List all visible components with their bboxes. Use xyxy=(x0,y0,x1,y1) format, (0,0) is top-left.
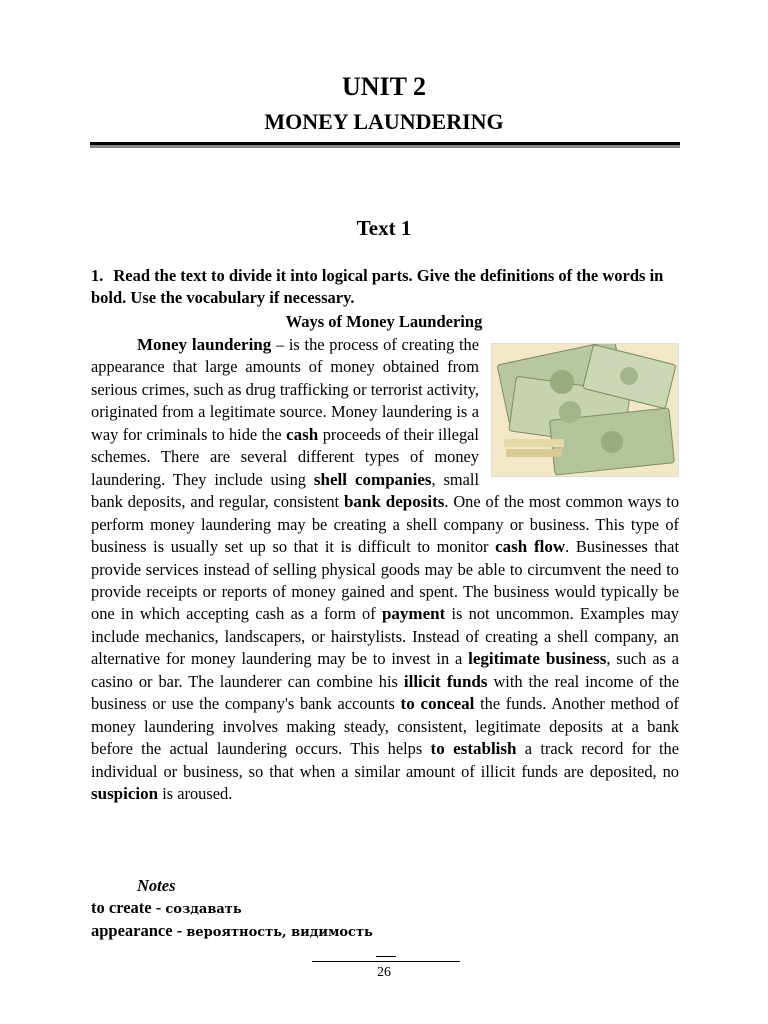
body-segment: , small bank deposits, and regular, consistent xyxy=(91,469,479,512)
unit-subtitle: MONEY LAUNDERING xyxy=(264,109,504,134)
body-segment: – is the process of creating the appearance that large amounts of money obtained from serious crimes, such as drug trafficking or terrorist activity, originated from a legitimate source. Money laundering is a way for criminals to hide the xyxy=(91,335,479,444)
bold-term: to conceal xyxy=(400,694,475,714)
body-segment: proceeds of their illegal schemes. There are several different types of money laundering. They include using xyxy=(91,424,479,489)
article-body xyxy=(91,334,679,806)
bold-term: illicit funds xyxy=(403,671,488,691)
body-segment: . One of the most common ways to perform money laundering may be creating a shell company or business. This type of business is usually set up so that it is difficult to monitor xyxy=(91,492,680,557)
money-stack-icon xyxy=(491,343,679,477)
note-translation: создавать xyxy=(165,902,242,917)
bold-term: to establish xyxy=(430,739,517,759)
body-segment: , such as a casino or bar. The launderer can combine his xyxy=(91,649,679,691)
bold-term: payment xyxy=(381,604,446,624)
footer-divider xyxy=(312,961,460,962)
bold-term: bank deposits xyxy=(343,492,445,512)
note-translation: вероятность, видимость xyxy=(186,925,373,940)
bold-term: suspicion xyxy=(91,784,159,804)
task-instruction xyxy=(91,265,679,310)
body-segment: . Businesses that provide services instead of selling physical goods may be able to circumvent the need to provide receipts or reports of money gained and spent. The business would typically be one in which accepting cash as a form of xyxy=(91,537,679,624)
bold-term: cash flow xyxy=(495,537,566,557)
note-term: to create - xyxy=(91,898,162,917)
note-item xyxy=(91,920,373,944)
body-segment: a track record for the individual or business, so that when a similar amount of illicit funds are deposited, no xyxy=(91,739,680,781)
notes-heading: Notes xyxy=(137,876,176,895)
bold-term: Money laundering xyxy=(137,335,272,354)
note-item xyxy=(91,897,242,921)
page-number: 26 xyxy=(377,965,391,980)
bold-term: cash xyxy=(286,424,319,444)
task-number: 1. xyxy=(91,266,104,285)
task-text: Read the text to divide it into logical parts. Give the definitions of the words in bold. Use the vocabulary if necessary. xyxy=(91,266,664,308)
unit-title: UNIT 2 xyxy=(341,72,427,101)
article-title xyxy=(0,311,768,333)
article-title-text: Ways of Money Laundering xyxy=(285,312,483,331)
body-segment: the funds. Another method of money laundering involves making steady, consistent, legitimate deposits at a bank before the actual laundering occurs. This helps xyxy=(91,694,679,759)
title-divider xyxy=(90,142,680,145)
bold-term: legitimate business xyxy=(468,649,607,669)
body-segment: is aroused. xyxy=(158,784,233,804)
footer-tick xyxy=(376,956,396,957)
note-term: appearance - xyxy=(91,921,183,940)
body-segment: is not uncommon. Examples may include mechanics, landscapers, or hairstylists. Instead of creating a shell company, an alternative for money laundering may be to invest in a xyxy=(91,604,679,669)
text-heading: Text 1 xyxy=(356,216,412,240)
body-segment: with the real income of the business or use the company's bank accounts xyxy=(91,671,680,714)
bold-term: shell companies xyxy=(313,469,432,489)
